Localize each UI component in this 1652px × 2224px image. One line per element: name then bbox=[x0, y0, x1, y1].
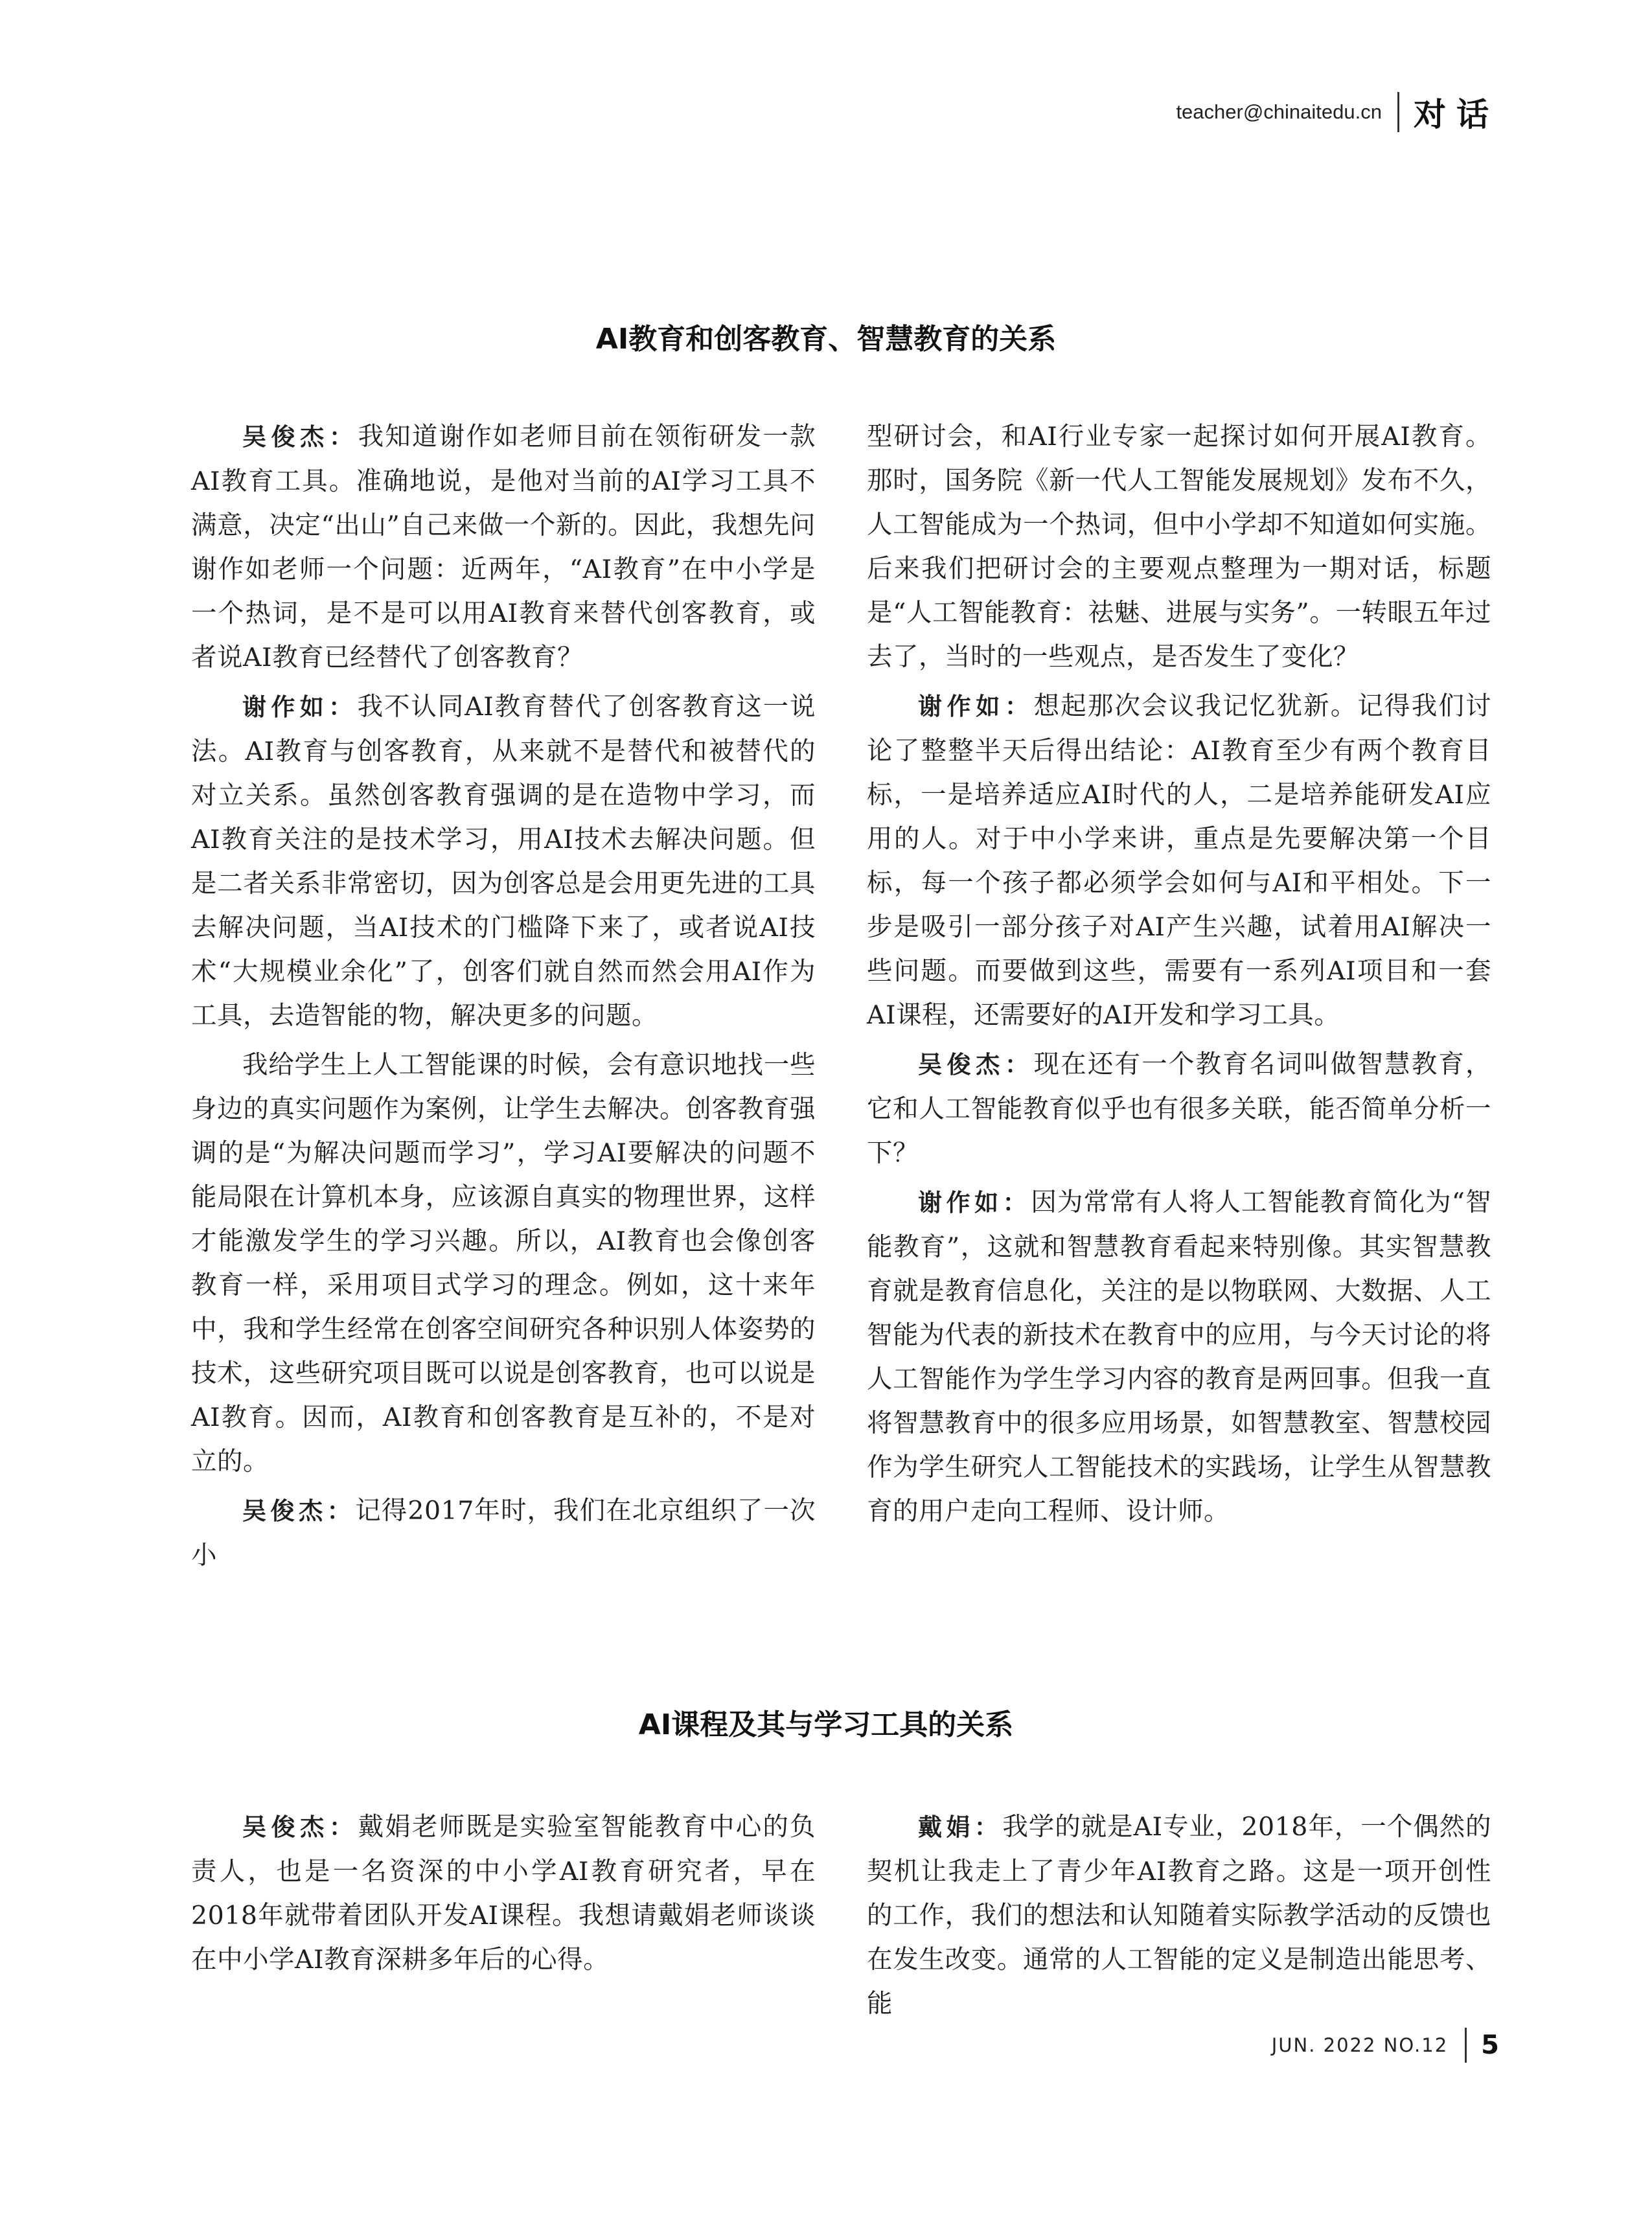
paragraph-text: 戴娟老师既是实验室智能教育中心的负责人，也是一名资深的中小学AI教育研究者，早在2018年就带着团队开发AI课程。我想请戴娟老师谈谈在中小学AI教育深耕多年后的心得。 bbox=[191, 1812, 816, 1975]
paragraph bbox=[191, 415, 816, 680]
paragraph bbox=[867, 1805, 1491, 2026]
issue-label: JUN. 2022 NO.12 bbox=[1271, 2034, 1449, 2056]
page-number: 5 bbox=[1481, 2030, 1499, 2060]
paragraph bbox=[191, 1805, 816, 1982]
paragraph-text: 我给学生上人工智能课的时候，会有意识地找一些身边的真实问题作为案例，让学生去解决。创客教育强调的是“为解决问题而学习”，学习AI要解决的问题不能局限在计算机本身，应该源自真实的物理世界，这样才能激发学生的学习兴趣。所以，AI教育也会像创客教育一样，采用项目式学习的理念。例如，这十来年中，我和学生经常在创客空间研究各种识别人体姿势的技术，这些研究项目既可以说是创客教育，也可以说是AI教育。因而，AI教育和创客教育是互补的，不是对立的。 bbox=[191, 1050, 816, 1476]
header-email: teacher@chinaitedu.cn bbox=[1176, 100, 1382, 123]
section-title-ai-curriculum-tools: AI课程及其与学习工具的关系 bbox=[638, 1708, 1014, 1741]
paragraph-text: 想起那次会议我记忆犹新。记得我们讨论了整整半天后得出结论：AI教育至少有两个教育目标，一是培养适应AI时代的人，二是培养能研发AI应用的人。对于中小学来讲，重点是先要解决第一个目标，每一个孩子都必须学会如何与AI和平相处。下一步是吸引一部分孩子对AI产生兴趣，试着用AI解决一些问题。而要做到这些，需要有一系列AI项目和一套AI课程，还需要好的AI开发和学习工具。 bbox=[867, 691, 1492, 1030]
paragraph-text: 因为常常有人将人工智能教育简化为“智能教育”，这就和智慧教育看起来特别像。其实智慧教育就是教育信息化，关注的是以物联网、大数据、人工智能为代表的新技术在教育中的应用，与今天讨论的将人工智能作为学生学习内容的教育是两回事。但我一直将智慧教育中的很多应用场景，如智慧教室、智慧校园作为学生研究人工智能技术的实践场，让学生从智慧教育的用户走向工程师、设计师。 bbox=[867, 1187, 1491, 1526]
speaker-name: 戴娟： bbox=[918, 1813, 1003, 1841]
speaker-name: 吴俊杰： bbox=[918, 1051, 1034, 1079]
header-section-name: 对话 bbox=[1414, 96, 1499, 133]
paragraph bbox=[191, 685, 816, 1038]
section1-right-column bbox=[867, 415, 1491, 1539]
paragraph-text: 记得2017年时，我们在北京组织了一次小 bbox=[191, 1496, 816, 1570]
paragraph-text: 我不认同AI教育替代了创客教育这一说法。AI教育与创客教育，从来就不是替代和被替代的对立关系。虽然创客教育强调的是在造物中学习，而AI教育关注的是技术学习，用AI技术去解决问题。但是二者关系非常密切，因为创客总是会用更先进的工具去解决问题，当AI技术的门槛降下来了，或者说AI技术“大规模业余化”了，创客们就自然而然会用AI作为工具，去造智能的物，解决更多的问题。 bbox=[191, 692, 816, 1031]
paragraph-text: 我学的就是AI专业，2018年，一个偶然的契机让我走上了青少年AI教育之路。这是一项开创性的工作，我们的想法和认知随着实际教学活动的反馈也在发生改变。通常的人工智能的定义是制造出能思考、能 bbox=[867, 1812, 1492, 2019]
speaker-name: 吴俊杰： bbox=[242, 1497, 356, 1525]
section2-right-column bbox=[867, 1805, 1491, 2031]
section1-left-column bbox=[191, 415, 816, 1583]
paragraph bbox=[191, 1043, 816, 1484]
paragraph-continued: 型研讨会，和AI行业专家一起探讨如何开展AI教育。那时，国务院《新一代人工智能发展规划》发布不久，人工智能成为一个热词，但中小学却不知道如何实施。后来我们把研讨会的主要观点整理为一期对话，标题是“人工智能教育：祛魅、进展与实务”。一转眼五年过去了，当时的一些观点，是否发生了变化？ bbox=[867, 422, 1491, 672]
section-title-ai-maker-smart-education: AI教育和创客教育、智慧教育的关系 bbox=[595, 323, 1057, 356]
speaker-name: 谢作如： bbox=[242, 693, 358, 721]
paragraph-text: 我知道谢作如老师目前在领衔研发一款AI教育工具。准确地说，是他对当前的AI学习工具不满意，决定“出山”自己来做一个新的。因此，我想先问谢作如老师一个问题：近两年，“AI教育”在中小学是一个热词，是不是可以用AI教育来替代创客教育，或者说AI教育已经替代了创客教育？ bbox=[191, 422, 816, 672]
paragraph bbox=[867, 1042, 1491, 1175]
running-header bbox=[1176, 89, 1499, 135]
footer-divider bbox=[1465, 2028, 1467, 2063]
paragraph bbox=[867, 1180, 1491, 1533]
speaker-name: 谢作如： bbox=[918, 1189, 1031, 1217]
paragraph bbox=[867, 684, 1491, 1037]
paragraph-text: 现在还有一个教育名词叫做智慧教育，它和人工智能教育似乎也有很多关联，能否简单分析一下？ bbox=[867, 1049, 1492, 1168]
speaker-name: 谢作如： bbox=[918, 693, 1034, 720]
speaker-name: 吴俊杰： bbox=[242, 1813, 358, 1841]
speaker-name: 吴俊杰： bbox=[242, 423, 358, 451]
page-footer bbox=[1272, 2027, 1499, 2063]
paragraph bbox=[191, 1489, 816, 1577]
section2-left-column bbox=[191, 1805, 816, 1987]
header-divider bbox=[1397, 92, 1399, 132]
